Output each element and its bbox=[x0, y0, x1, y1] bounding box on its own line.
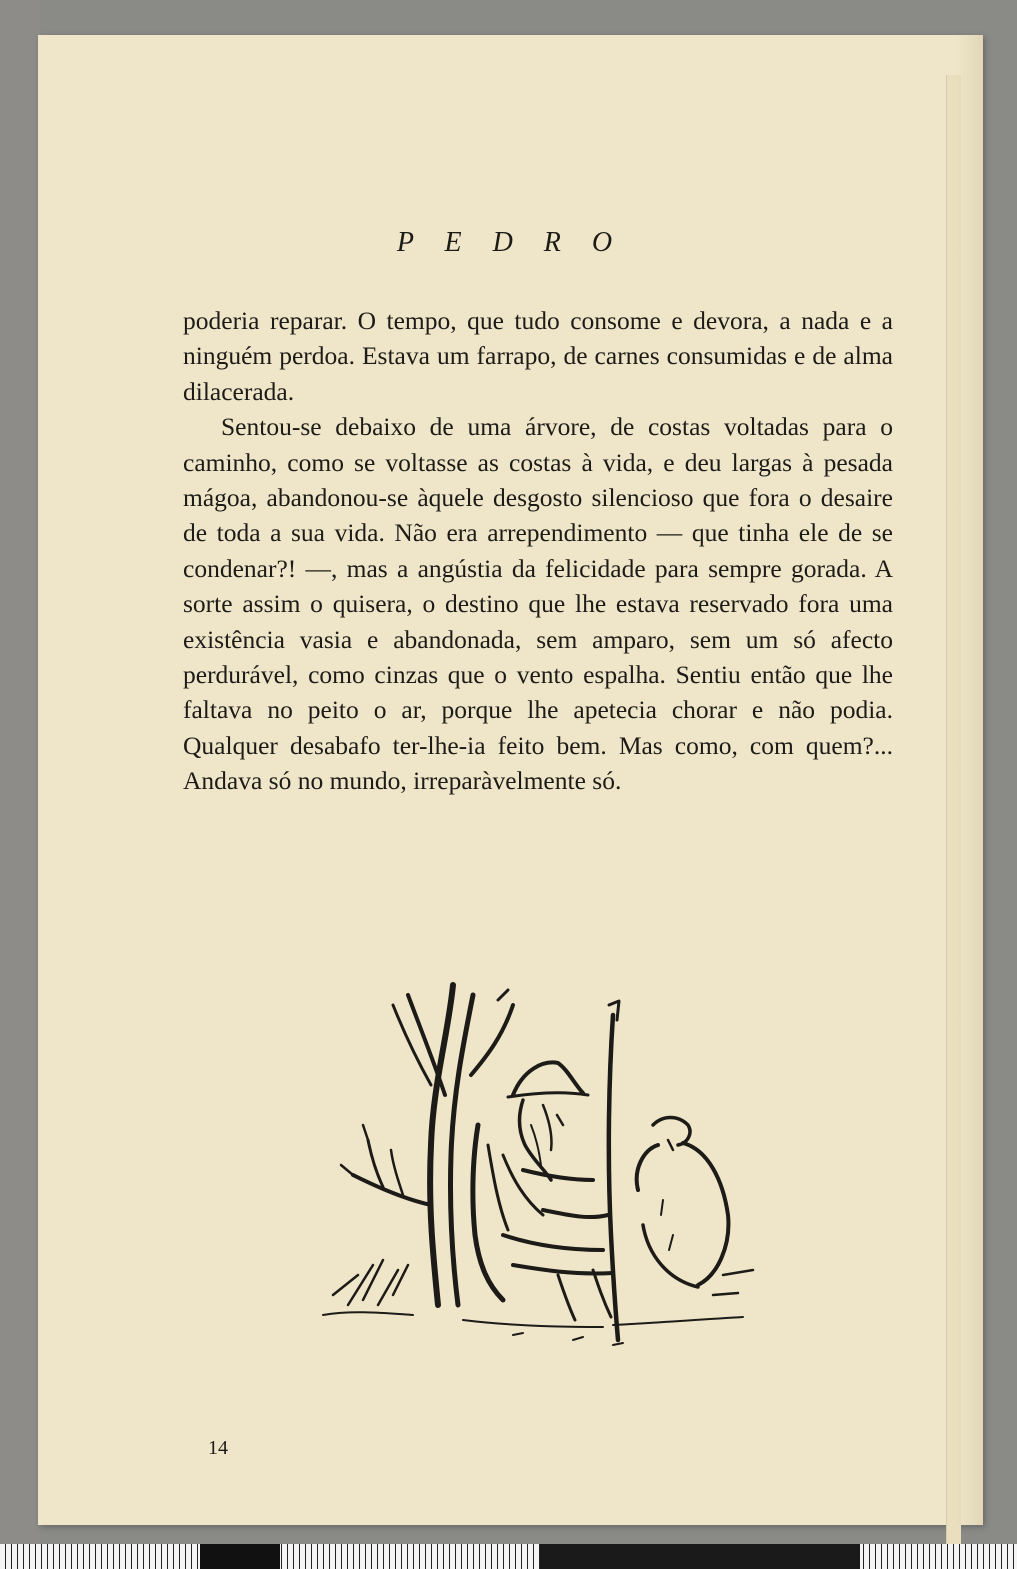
ruler-block bbox=[200, 1544, 280, 1569]
paragraph: poderia reparar. O tempo, que tudo consome e devora, a nada e a ninguém perdoa. Estava um farrapo, de carnes consumidas e de alma dilacerada. bbox=[183, 306, 893, 406]
ruler-block bbox=[540, 1544, 860, 1569]
running-head: P E D R O bbox=[396, 227, 625, 258]
book-page bbox=[38, 35, 983, 1525]
scan-backdrop bbox=[0, 0, 40, 1569]
page-edge bbox=[946, 75, 961, 1555]
old-man-under-tree-drawing-icon bbox=[313, 975, 763, 1355]
body-text bbox=[183, 303, 893, 799]
paragraph: Sentou-se debaixo de uma árvore, de costas voltadas para o caminho, como se voltasse as costas à vida, e deu largas à pesada mágoa, abandonou-se àquele desgosto silencioso que fora o desaire de toda a sua vida. Não era arrependimento — que tinha ele de se condenar?! —, mas a angústia da felicidade para sempre gorada. A sorte assim o quisera, o destino que lhe estava reservado fora uma existência vasia e abandonada, sem amparo, sem um só afecto perdurável, como cinzas que o vento espalha. Sentiu então que lhe faltava no peito o ar, porque lhe apetecia chorar e não podia. Qualquer desabafo ter-lhe-ia feito bem. Mas como, com quem?... Andava só no mundo, irreparàvelmente só. bbox=[183, 412, 893, 796]
scale-ruler bbox=[0, 1544, 1017, 1569]
page-number: 14 bbox=[208, 1437, 228, 1459]
